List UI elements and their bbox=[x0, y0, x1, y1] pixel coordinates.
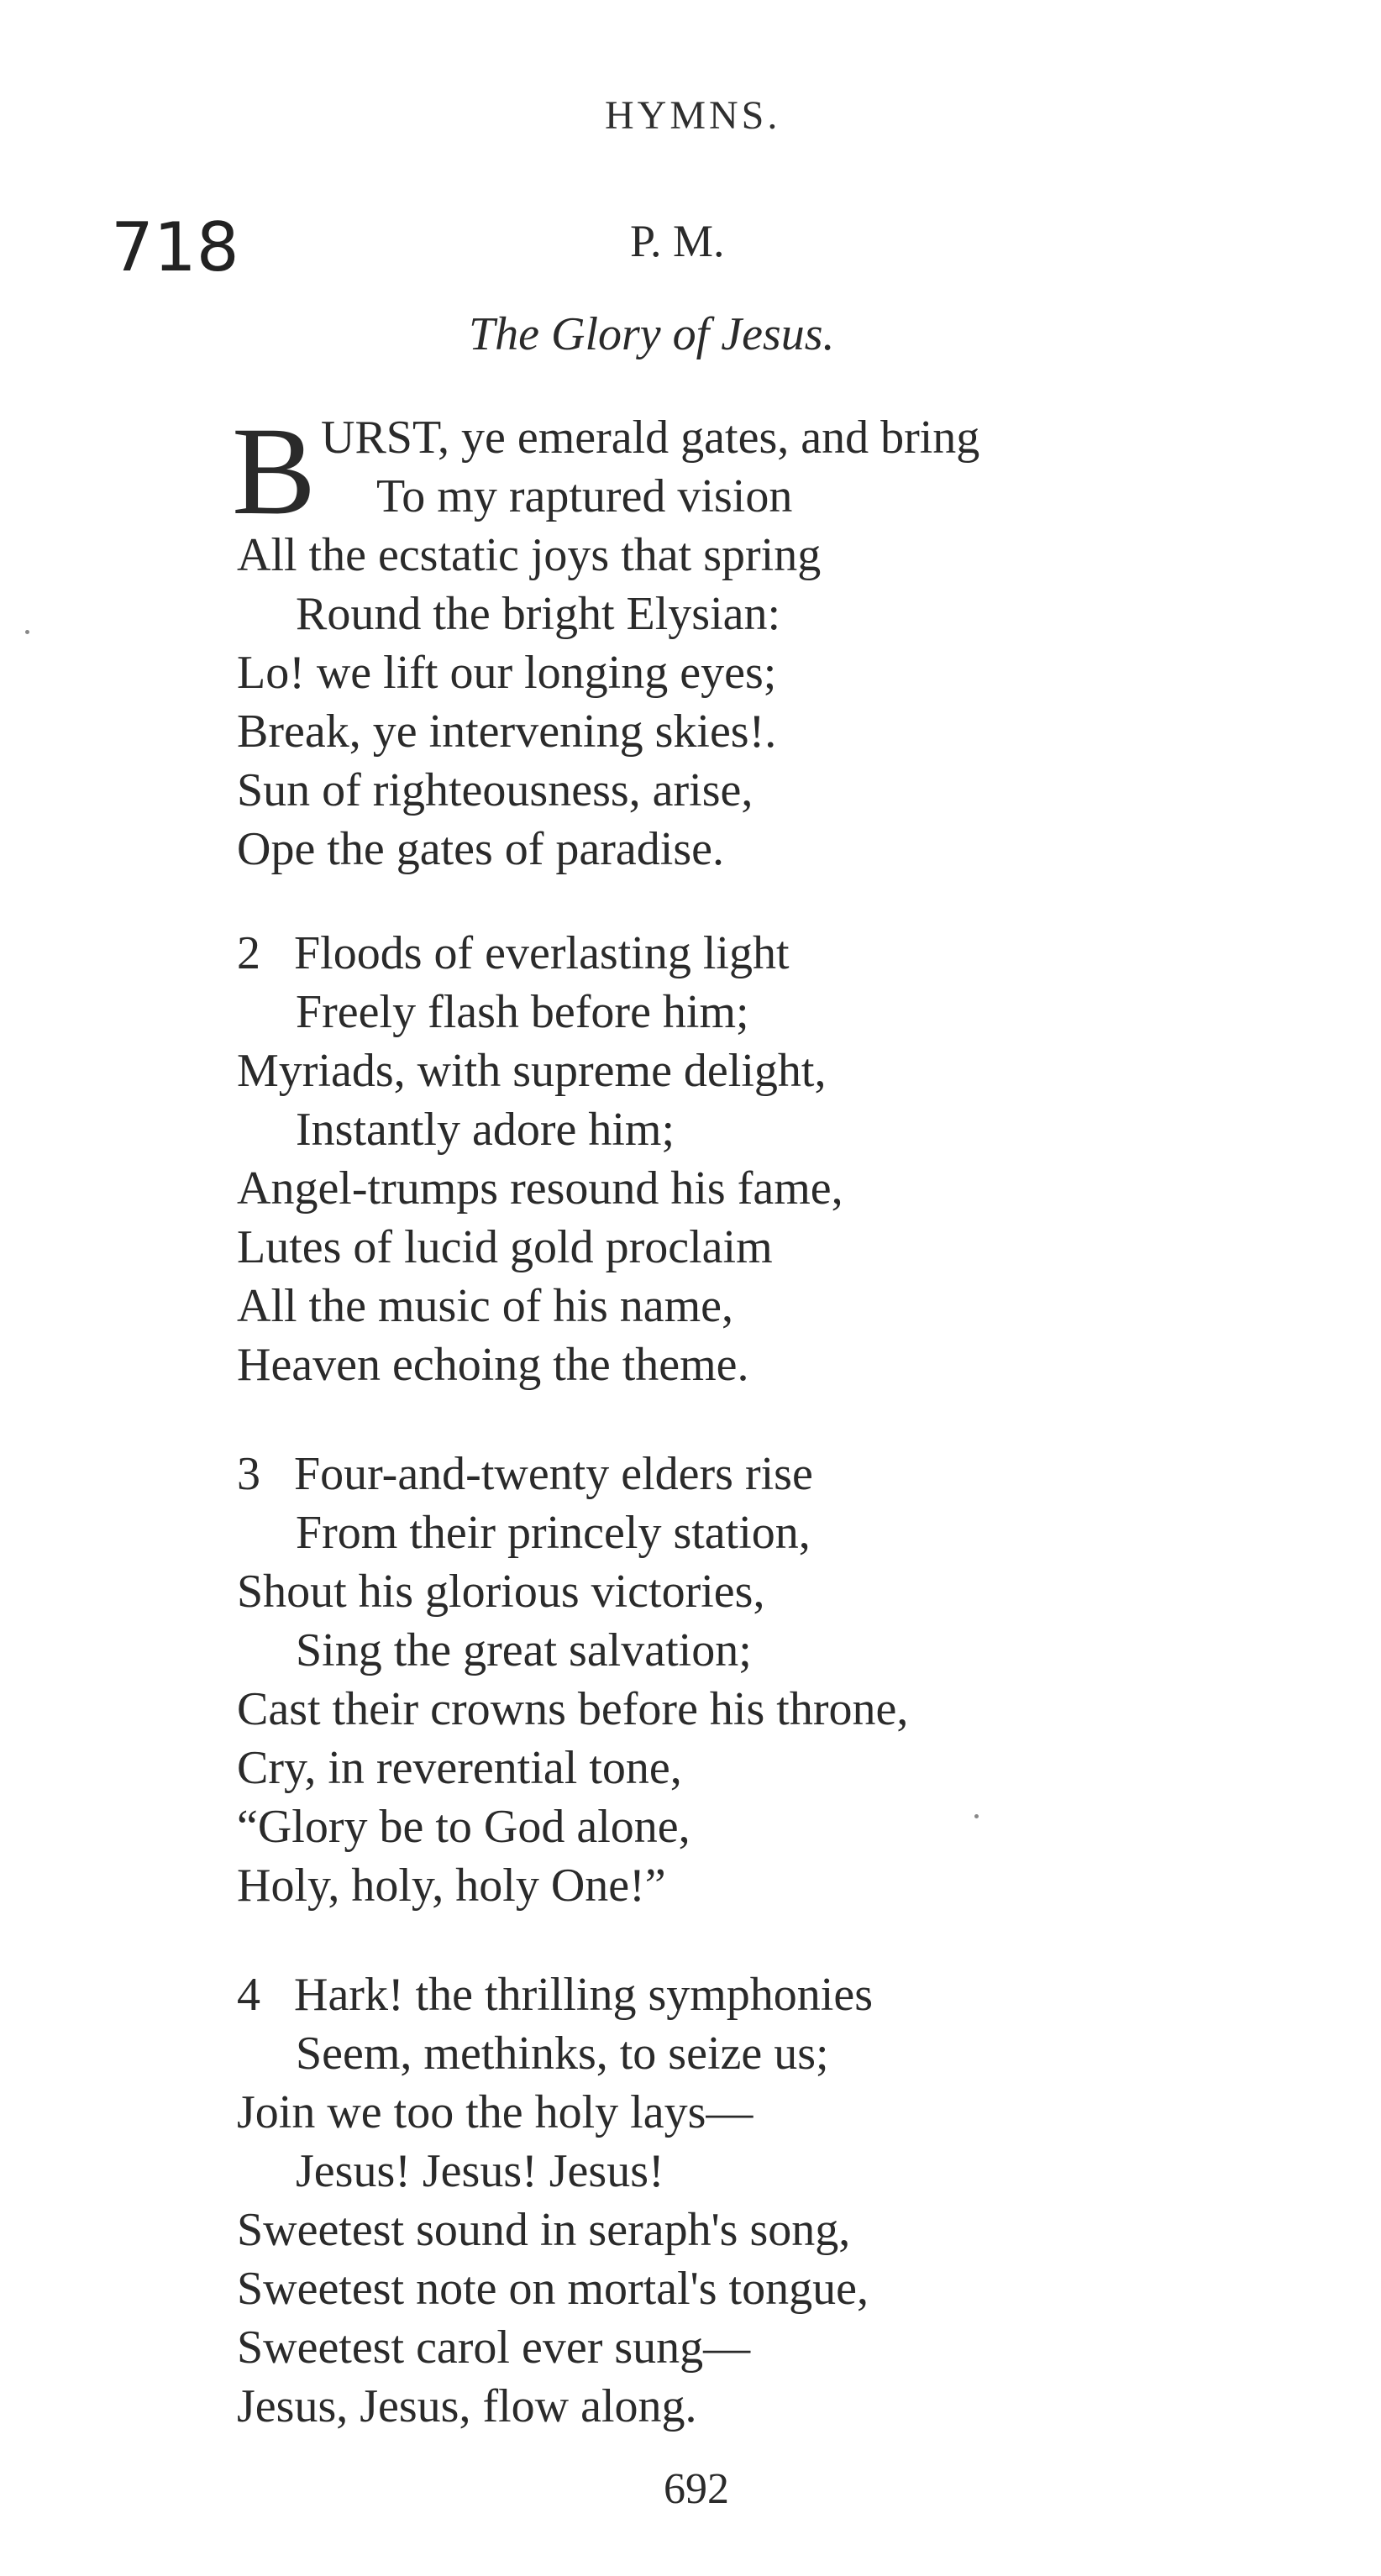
stanza-4-line-4: Jesus! Jesus! Jesus! bbox=[296, 2145, 664, 2197]
stanza-2-line-3: Myriads, with supreme delight, bbox=[237, 1045, 827, 1097]
stanza-3-line-4: Sing the great salvation; bbox=[296, 1624, 752, 1676]
stanza-4-line-1-text: Hark! the thrilling symphonies bbox=[294, 1969, 874, 2021]
stanza-2-line-5: Angel-trumps resound his fame, bbox=[237, 1162, 843, 1215]
stanza-4-line-6: Sweetest note on mortal's tongue, bbox=[237, 2263, 869, 2315]
stanza-2-line-8: Heaven echoing the theme. bbox=[237, 1339, 749, 1391]
stanza-3-line-6: Cry, in reverential tone, bbox=[237, 1742, 682, 1794]
stanza-1-line-4: Round the bright Elysian: bbox=[296, 588, 781, 640]
stanza-2-line-2: Freely flash before him; bbox=[296, 986, 749, 1038]
stanza-3-line-8: Holy, holy, holy One!” bbox=[237, 1860, 666, 1912]
stanza-number: 3 bbox=[237, 1448, 260, 1500]
hymn-title: The Glory of Jesus. bbox=[469, 308, 835, 360]
stanza-4-line-1 bbox=[237, 1965, 873, 2024]
stanza-2-line-6: Lutes of lucid gold proclaim bbox=[237, 1221, 773, 1273]
stanza-3-line-2: From their princely station, bbox=[296, 1507, 811, 1559]
stanza-1-line-5: Lo! we lift our longing eyes; bbox=[237, 647, 777, 699]
page-number: 692 bbox=[664, 2465, 729, 2513]
stanza-4-line-3: Join we too the holy lays— bbox=[237, 2086, 754, 2138]
stanza-1-line-6: Break, ye intervening skies!. bbox=[237, 706, 777, 758]
stanza-3-line-5: Cast their crowns before his throne, bbox=[237, 1683, 909, 1735]
stanza-4 bbox=[237, 1965, 873, 2436]
stanza-1-line-3: All the ecstatic joys that spring bbox=[237, 529, 822, 581]
stanza-number: 2 bbox=[237, 927, 260, 979]
stanza-1-line-1: URST, ye emerald gates, and bring bbox=[321, 412, 980, 464]
stanza-4-line-5: Sweetest sound in seraph's song, bbox=[237, 2204, 851, 2256]
stanza-2-line-4: Instantly adore him; bbox=[296, 1104, 675, 1156]
print-speck bbox=[974, 1814, 979, 1818]
stanza-1-line-8: Ope the gates of paradise. bbox=[237, 823, 724, 875]
stanza-3-line-1 bbox=[237, 1445, 908, 1503]
hymn-meter: P. M. bbox=[630, 216, 725, 266]
stanza-1-line-2: To my raptured vision bbox=[376, 470, 793, 522]
stanza-3-line-1-text: Four-and-twenty elders rise bbox=[294, 1448, 813, 1500]
stanza-1-body bbox=[237, 526, 821, 879]
stanza-3 bbox=[237, 1445, 908, 1915]
stanza-2 bbox=[237, 924, 843, 1394]
hymn-number: 718 bbox=[111, 208, 239, 286]
stanza-1-line-7: Sun of righteousness, arise, bbox=[237, 764, 754, 816]
stanza-4-line-2: Seem, methinks, to seize us; bbox=[296, 2028, 829, 2080]
stanza-2-line-1-text: Floods of everlasting light bbox=[294, 927, 790, 979]
stanza-2-line-1 bbox=[237, 924, 843, 983]
stanza-3-line-3: Shout his glorious victories, bbox=[237, 1566, 765, 1618]
stanza-4-line-7: Sweetest carol ever sung— bbox=[237, 2322, 751, 2374]
print-speck bbox=[25, 630, 29, 634]
stanza-4-line-8: Jesus, Jesus, flow along. bbox=[237, 2380, 697, 2432]
running-head: HYMNS. bbox=[605, 93, 781, 138]
stanza-number: 4 bbox=[237, 1969, 260, 2021]
drop-cap-letter: B bbox=[232, 401, 317, 541]
stanza-2-line-7: All the music of his name, bbox=[237, 1280, 734, 1332]
stanza-3-line-7: “Glory be to God alone, bbox=[237, 1801, 690, 1853]
